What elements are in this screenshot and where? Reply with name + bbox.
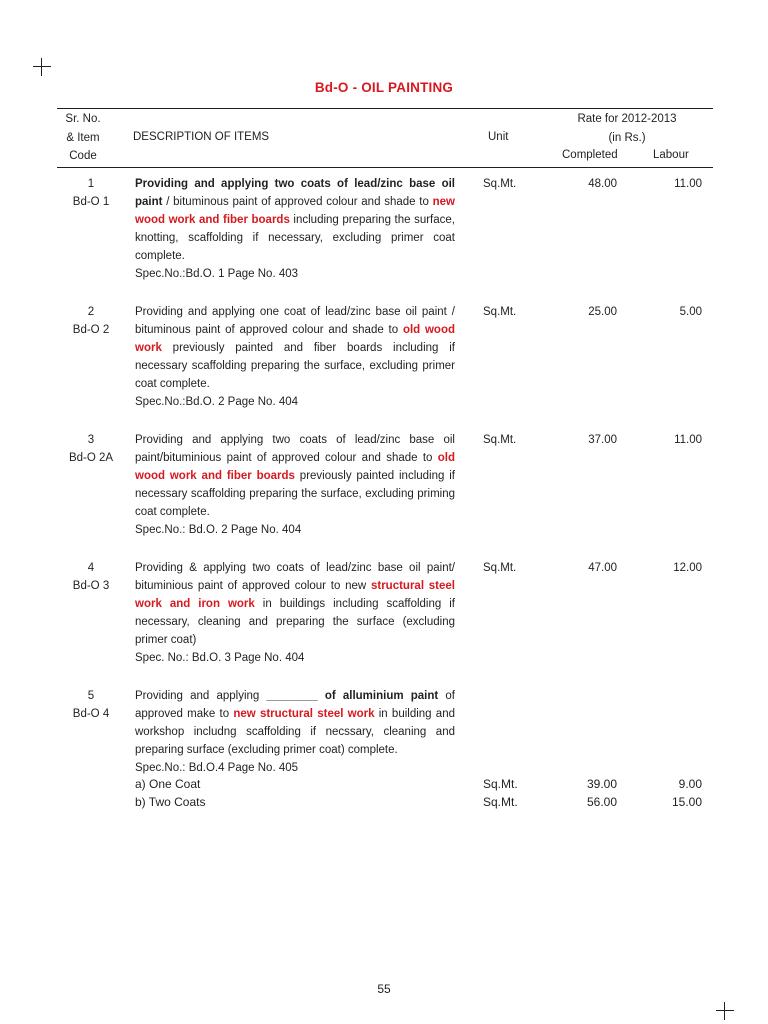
item-rate-labour: 11.00 — [674, 178, 702, 190]
description-run: Providing and applying — [135, 690, 267, 702]
subitem-rate-labour: 9.00 — [678, 777, 702, 791]
description-run: including preparing the surface, knotting, scaffolding if necessary, excluding primer coat complete. — [135, 214, 455, 262]
subitem-rate-labour: 15.00 — [671, 795, 702, 809]
crop-mark-bottom-right — [716, 1002, 734, 1020]
header-rate — [552, 110, 702, 147]
table-top-rule — [57, 108, 713, 109]
item-number: 1 — [87, 178, 95, 190]
item-description — [135, 303, 455, 411]
item-number-cell — [60, 303, 122, 339]
item-description-text — [135, 559, 455, 649]
item-description-text — [135, 303, 455, 393]
item-description — [135, 175, 455, 283]
header-completed: Completed — [562, 149, 618, 161]
description-run: in building and workshop includng scaffolding if necssary, cleaning and preparing surface (excluding primer coat) complete. — [135, 708, 455, 756]
subitem-label: a) One Coat — [135, 777, 201, 791]
item-number: 4 — [87, 562, 95, 574]
header-rate-line1: Rate for 2012-2013 — [577, 113, 677, 125]
item-spec: Spec.No.: Bd.O.4 Page No. 405 — [135, 762, 299, 774]
subitem-row — [0, 777, 768, 795]
header-labour: Labour — [653, 149, 689, 161]
page-title: Bd-O - OIL PAINTING — [314, 80, 454, 95]
bold-phrase: Providing and applying two coats of lead/zinc base oil paint — [135, 178, 455, 208]
description-run: / bituminous paint of approved colour and shade to — [162, 196, 433, 208]
item-code: Bd-O 4 — [72, 708, 110, 720]
item-number: 2 — [87, 306, 95, 318]
subitem-unit: Sq.Mt. — [483, 795, 518, 809]
item-spec: Spec.No.:Bd.O. 2 Page No. 404 — [135, 396, 299, 408]
header-sr-line3: Code — [69, 150, 97, 162]
item-number-cell — [60, 431, 122, 467]
item-rate-labour: 11.00 — [674, 434, 702, 446]
highlighted-phrase: old wood work — [135, 324, 456, 354]
subitem-unit: Sq.Mt. — [483, 777, 518, 791]
item-rate-completed: 48.00 — [588, 178, 617, 190]
subitem-label: b) Two Coats — [135, 795, 206, 809]
description-run: Providing and applying two coats of lead/zinc base oil paint/bituminious paint of approved colour and shade to — [135, 434, 455, 464]
item-rate-completed: 25.00 — [588, 306, 617, 318]
item-code: Bd-O 2 — [72, 324, 110, 336]
item-description — [135, 431, 455, 539]
item-spec: Spec.No.: Bd.O. 2 Page No. 404 — [135, 524, 302, 536]
item-unit: Sq.Mt. — [483, 306, 517, 318]
crop-mark-top-left — [33, 58, 51, 76]
item-code: Bd-O 3 — [72, 580, 110, 592]
item-description-text — [135, 175, 455, 265]
header-sr-line1: Sr. No. — [65, 113, 101, 125]
header-description: DESCRIPTION OF ITEMS — [133, 131, 270, 143]
subitem-row — [0, 795, 768, 813]
description-run: Providing and applying one coat of lead/zinc base oil paint / bituminous paint of approved colour and shade to — [135, 306, 455, 336]
item-code: Bd-O 1 — [72, 196, 110, 208]
highlighted-phrase: structural steel work and iron work — [135, 580, 455, 610]
item-number: 5 — [87, 690, 95, 702]
item-description-text — [135, 431, 455, 521]
item-number: 3 — [87, 434, 95, 446]
header-sr-line2: & Item — [66, 131, 100, 144]
item-rate-completed: 37.00 — [588, 434, 617, 446]
item-spec: Spec. No.: Bd.O. 3 Page No. 404 — [135, 652, 305, 664]
description-run: of approved make to — [135, 690, 455, 720]
highlighted-phrase: new wood work and fiber boards — [135, 196, 455, 226]
item-description — [135, 687, 455, 777]
item-rate-labour: 12.00 — [673, 562, 702, 574]
item-rate-completed: 47.00 — [588, 562, 617, 574]
description-run: previously painted including if necessary scaffolding preparing the surface, excluding priming coat complete. — [135, 470, 455, 518]
item-number-cell — [60, 559, 122, 595]
bold-phrase: ________ of alluminium paint — [266, 690, 439, 702]
highlighted-phrase: new structural steel work — [233, 708, 375, 720]
table-header-rule — [57, 167, 713, 168]
highlighted-phrase: old wood work and fiber boards — [135, 452, 455, 482]
description-run: Providing & applying two coats of lead/zinc base oil paint/ bituminious paint of approved colour to new — [135, 562, 455, 592]
item-number-cell — [60, 175, 122, 211]
item-code: Bd-O 2A — [68, 452, 114, 464]
item-unit: Sq.Mt. — [483, 434, 517, 446]
item-rate-labour: 5.00 — [679, 306, 702, 318]
description-run: in buildings including scaffolding if necessary, cleaning and preparing the surface (excluding primer coat) — [135, 598, 456, 646]
subitem-rate-completed: 39.00 — [586, 777, 617, 791]
description-run: previously painted and fiber boards including if necessary scaffolding preparing the surface, excluding primer coat complete. — [135, 342, 455, 390]
item-number-cell — [60, 687, 122, 723]
item-spec: Spec.No.:Bd.O. 1 Page No. 403 — [135, 268, 299, 280]
item-description-text — [135, 687, 455, 759]
page-number: 55 — [377, 982, 391, 996]
subitem-rate-completed: 56.00 — [586, 795, 617, 809]
item-description — [135, 559, 455, 667]
item-unit: Sq.Mt. — [483, 178, 517, 190]
header-sr-no — [60, 110, 106, 166]
header-unit: Unit — [488, 131, 509, 143]
item-unit: Sq.Mt. — [483, 562, 517, 574]
header-rate-line2: (in Rs.) — [608, 131, 646, 144]
